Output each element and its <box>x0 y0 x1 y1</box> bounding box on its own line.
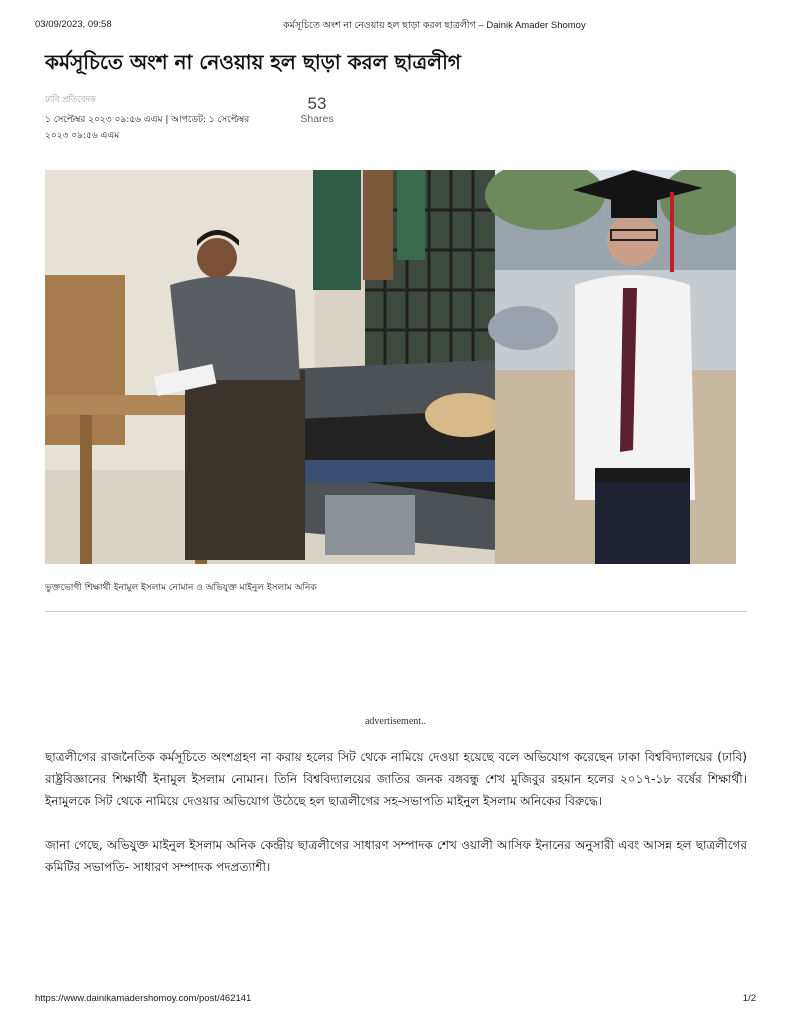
article-photo-illustration <box>45 170 736 564</box>
print-footer <box>35 993 756 1007</box>
article-body <box>45 746 747 900</box>
share-count: 53 <box>307 94 327 113</box>
page-number: 1/2 <box>742 993 756 1004</box>
advertisement-label: advertisement.. <box>364 716 427 727</box>
article-title: কর্মসূচিতে অংশ না নেওয়ায় হল ছাড়া করল ছাত্রলীগ <box>45 50 461 74</box>
divider <box>45 611 747 612</box>
article-dates: ১ সেপ্টেম্বর ২০২৩ ০৯:৫৬ এএম | আপডেট: ১ সেপ্টেম্বর ২০২৩ ০৯:৫৬ এএম <box>45 115 250 141</box>
article-photo <box>45 170 736 564</box>
print-header <box>35 19 756 33</box>
print-datetime: 03/09/2023, 09:58 <box>35 19 112 30</box>
share-label: Shares <box>300 113 334 125</box>
image-caption: ভুক্তভোগী শিক্ষার্থী ইনামুল ইসলাম নোমান ও অভিযুক্ত মাইনুল ইসলাম অনিক <box>45 583 317 593</box>
article-byline <box>45 93 260 144</box>
article-author[interactable]: ঢাবি প্রতিবেদক <box>45 95 96 105</box>
share-counter <box>292 95 342 125</box>
article-paragraph: জানা গেছে, অভিযুক্ত মাইনুল ইসলাম অনিক কেন্দ্রীয় ছাত্রলীগের সাধারণ সম্পাদক শেখ ওয়ালী আসিফ ইনানের অনুসারী এবং আসন্ন হল ছাত্রলীগের কমিটির সভাপতি- সাধারণ সম্পাদক পদপ্রত্যাশী। <box>45 838 747 874</box>
print-url[interactable]: https://www.dainikamadershomoy.com/post/462141 <box>35 993 252 1004</box>
article-paragraph: ছাত্রলীগের রাজনৈতিক কর্মসূচিতে অংশগ্রহণ না করায় হলের সিট থেকে নামিয়ে দেওয়া হয়েছে বলে অভিযোগ করেছেন ঢাকা বিশ্ববিদ্যালয়ের (ঢাবি) রাষ্ট্রবিজ্ঞানের শিক্ষার্থী ইনামুল ইসলাম নোমান। তিনি বিশ্ববিদ্যালয়ের জাতির জনক বঙ্গবন্ধু শেখ মুজিবুর রহমান হলের ২০১৭-১৮ বর্ষের শিক্ষার্থী। ইনামুলকে সিট থেকে নামিয়ে দেওয়ার অভিযোগ উঠেছে হল ছাত্রলীগের সহ-সভাপতি মাইনুল ইসলাম অনিকের বিরুদ্ধে। <box>45 750 747 808</box>
print-doc-title: কর্মসূচিতে অংশ না নেওয়ায় হল ছাড়া করল ছাত্রলীগ – Dainik Amader Shomoy <box>283 20 586 31</box>
